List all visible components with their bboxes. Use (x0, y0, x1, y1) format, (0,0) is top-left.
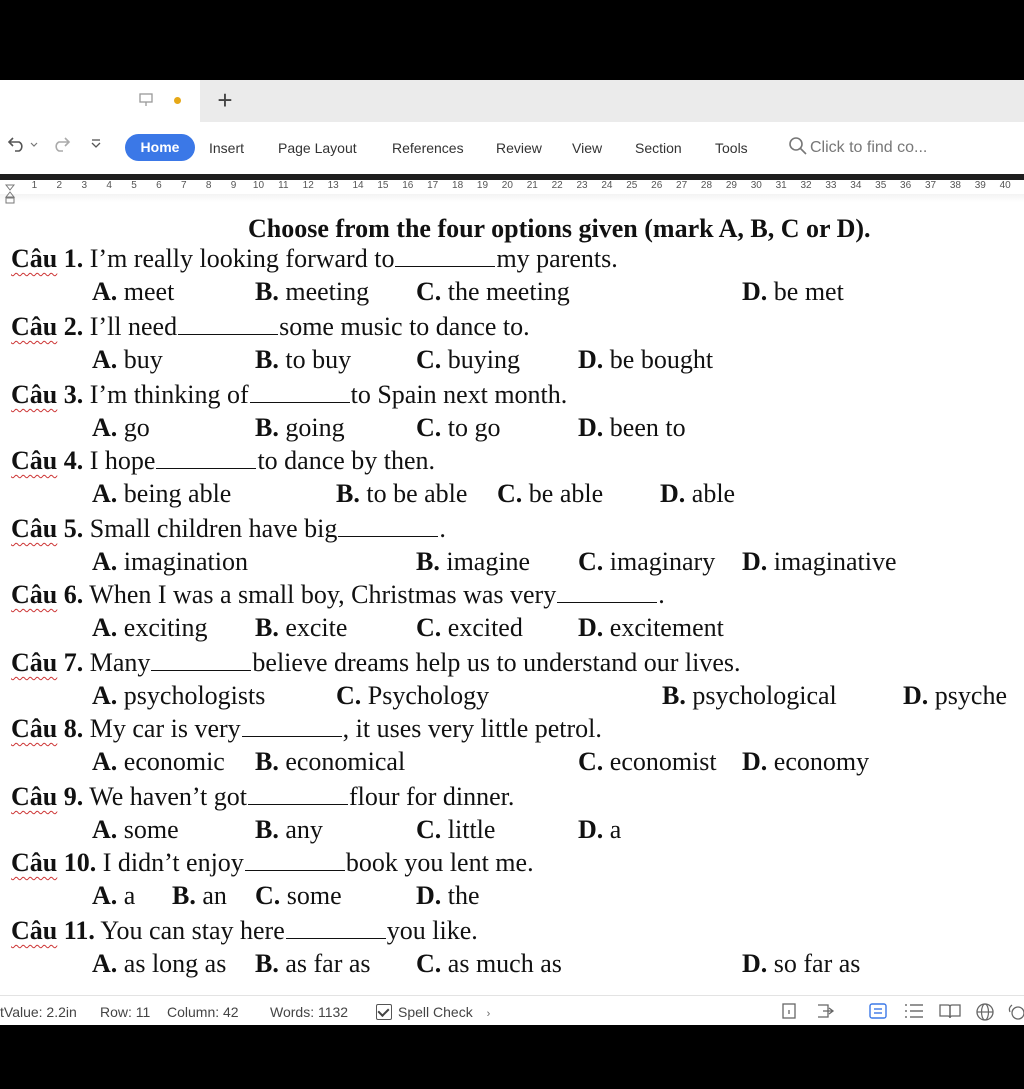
tab-page-layout[interactable]: Page Layout (278, 140, 357, 156)
outline-view-icon[interactable] (815, 1002, 835, 1020)
print-layout-icon[interactable] (868, 1002, 888, 1020)
question-text-before: When I was a small boy, Christmas was very (89, 580, 557, 609)
find-placeholder: Click to find co... (810, 139, 928, 156)
option-text: able (691, 479, 736, 508)
question-text-before: I’m really looking forward to (89, 244, 395, 273)
option-letter: C. (578, 747, 604, 776)
tab-strip (200, 80, 1024, 122)
option-item (172, 881, 227, 911)
option-item (92, 681, 265, 711)
question-label: Câu (11, 514, 58, 543)
ruler-number: 37 (924, 180, 937, 191)
option-text: exciting (123, 613, 208, 642)
spell-check-button[interactable] (376, 1004, 490, 1020)
option-letter: D. (578, 613, 604, 642)
ruler-number: 32 (800, 180, 812, 191)
option-item (497, 479, 603, 509)
document-page[interactable] (0, 200, 1024, 995)
ruler-number: 19 (476, 180, 489, 191)
option-item (416, 949, 562, 979)
question-label: Câu (11, 782, 58, 811)
option-letter: A. (92, 747, 118, 776)
option-text: meet (123, 277, 175, 306)
option-item (742, 547, 897, 577)
ruler-number: 28 (700, 180, 713, 191)
option-letter: A. (92, 277, 118, 306)
question-6 (11, 580, 665, 610)
page-view-icon[interactable] (780, 1002, 798, 1020)
ruler[interactable] (0, 180, 1024, 194)
question-3 (11, 380, 567, 410)
option-letter: B. (255, 413, 279, 442)
option-item (578, 547, 715, 577)
option-text: to buy (285, 345, 352, 374)
status-word-count[interactable]: Words: 1132 (270, 1004, 349, 1020)
option-text: be able (528, 479, 604, 508)
option-item (336, 479, 467, 509)
option-letter: B. (255, 949, 279, 978)
question-label: Câu (11, 380, 58, 409)
tab-section[interactable]: Section (635, 140, 682, 156)
word-processor-window (0, 80, 1024, 1025)
web-layout-icon[interactable] (975, 1002, 995, 1022)
unsaved-indicator-dot (174, 97, 181, 104)
option-item (416, 547, 530, 577)
ruler-number: 25 (626, 180, 638, 191)
question-text-after: some music to dance to. (279, 312, 530, 341)
option-letter: A. (92, 881, 118, 910)
new-tab-button[interactable]: + (217, 85, 233, 115)
ruler-number: 7 (181, 180, 187, 191)
question-number: 11. (63, 916, 95, 945)
option-letter: C. (578, 547, 604, 576)
option-letter: B. (336, 479, 360, 508)
option-item (742, 277, 844, 307)
option-item (578, 613, 724, 643)
option-item (255, 949, 371, 979)
option-item (92, 547, 248, 577)
answer-blank (245, 850, 345, 871)
option-letter: C. (416, 413, 442, 442)
option-text: some (286, 881, 342, 910)
ruler-number: 6 (156, 180, 162, 191)
question-text-after: . (658, 580, 665, 609)
question-label: Câu (11, 312, 58, 341)
option-text: imaginary (609, 547, 716, 576)
option-letter: B. (662, 681, 686, 710)
question-number: 8. (63, 714, 84, 743)
question-text-after: , it uses very little petrol. (342, 714, 602, 743)
ruler-number: 8 (205, 180, 212, 191)
question-number: 2. (63, 312, 84, 341)
option-item (92, 413, 150, 443)
option-text: some (123, 815, 179, 844)
option-item (742, 949, 860, 979)
ruler-number: 14 (352, 180, 364, 191)
option-text: been to (609, 413, 686, 442)
ruler-number: 38 (949, 180, 961, 191)
ruler-number: 36 (900, 180, 912, 191)
ruler-number: 2 (56, 180, 63, 191)
ruler-number: 24 (601, 180, 613, 191)
option-text: as far as (285, 949, 371, 978)
option-letter: D. (578, 815, 604, 844)
option-item (336, 681, 489, 711)
option-text: as much as (447, 949, 562, 978)
option-item (578, 815, 621, 845)
answer-blank (151, 650, 251, 671)
option-item (255, 747, 405, 777)
option-text: being able (123, 479, 232, 508)
option-item (92, 479, 231, 509)
ruler-number: 39 (974, 180, 986, 191)
option-item (742, 747, 869, 777)
answer-blank (178, 314, 278, 335)
question-text-before: Small children have big (89, 514, 338, 543)
option-text: a (123, 881, 136, 910)
answer-blank (557, 582, 657, 603)
tab-bar (0, 80, 1024, 122)
option-text: psychological (692, 681, 837, 710)
question-text-after: flour for dinner. (349, 782, 515, 811)
ruler-number: 34 (850, 180, 862, 191)
tab-view[interactable]: View (572, 140, 603, 156)
option-letter: B. (255, 747, 279, 776)
ruler-number: 3 (81, 180, 87, 191)
option-text: be bought (609, 345, 714, 374)
option-letter: D. (660, 479, 686, 508)
status-column[interactable]: Column: 42 (167, 1004, 239, 1020)
question-11 (11, 916, 478, 946)
option-letter: D. (742, 277, 768, 306)
question-text-before: I’ll need (89, 312, 178, 341)
ruler-number: 13 (327, 180, 339, 191)
option-text: economist (609, 747, 717, 776)
option-text: little (447, 815, 496, 844)
option-text: excitement (609, 613, 724, 642)
list-view-icon[interactable] (903, 1002, 925, 1020)
option-letter: C. (416, 949, 442, 978)
ruler-number: 26 (651, 180, 663, 191)
status-value[interactable]: tValue: 2.2in (0, 1004, 77, 1020)
tab-home[interactable]: Home (125, 134, 195, 161)
option-text: be met (773, 277, 844, 306)
option-letter: C. (416, 345, 442, 374)
question-number: 10. (63, 848, 97, 877)
option-text: any (285, 815, 323, 844)
undo-icon[interactable] (6, 136, 28, 152)
question-number: 1. (63, 244, 84, 273)
spell-check-label: Spell Check (398, 1004, 473, 1020)
option-item (255, 277, 369, 307)
undo-dropdown-icon[interactable] (30, 142, 38, 148)
option-letter: B. (255, 815, 279, 844)
redo-icon[interactable] (52, 136, 72, 152)
customize-toolbar-icon[interactable] (90, 138, 102, 150)
option-item (255, 345, 351, 375)
option-letter: A. (92, 681, 118, 710)
ruler-number: 31 (775, 180, 787, 191)
ruler-scale (22, 180, 1018, 191)
question-label: Câu (11, 648, 58, 677)
question-4 (11, 446, 435, 476)
option-text: excite (285, 613, 348, 642)
question-number: 7. (63, 648, 84, 677)
option-letter: B. (255, 613, 279, 642)
option-text: an (202, 881, 227, 910)
question-text-after: book you lent me. (345, 848, 534, 877)
option-text: buy (123, 345, 163, 374)
option-item (92, 881, 135, 911)
option-item (416, 815, 495, 845)
option-text: imagination (123, 547, 248, 576)
option-text: meeting (285, 277, 370, 306)
question-5 (11, 514, 446, 544)
question-text-before: I didn’t enjoy (102, 848, 244, 877)
option-letter: D. (903, 681, 929, 710)
find-box[interactable] (788, 136, 927, 157)
option-text: the meeting (447, 277, 570, 306)
ruler-number: 21 (526, 180, 538, 191)
option-letter: D. (416, 881, 442, 910)
option-item (578, 413, 686, 443)
option-letter: B. (255, 277, 279, 306)
option-letter: A. (92, 479, 118, 508)
question-text-after: . (439, 514, 446, 543)
search-icon (788, 136, 808, 156)
question-number: 5. (63, 514, 84, 543)
ruler-number: 23 (576, 180, 588, 191)
ruler-number: 16 (402, 180, 414, 191)
answer-blank (248, 784, 348, 805)
option-text: economic (123, 747, 225, 776)
ruler-number: 29 (725, 180, 737, 191)
tab-review[interactable]: Review (496, 140, 542, 156)
option-letter: B. (255, 345, 279, 374)
option-letter: A. (92, 613, 118, 642)
answer-blank (250, 382, 350, 403)
question-10 (11, 848, 534, 878)
presentation-icon[interactable] (139, 93, 153, 107)
option-text: to be able (366, 479, 468, 508)
option-item (255, 413, 345, 443)
ruler-number: 1 (31, 180, 38, 191)
option-item (416, 881, 480, 911)
status-row[interactable]: Row: 11 (100, 1004, 151, 1020)
question-label: Câu (11, 714, 58, 743)
ruler-number: 5 (131, 180, 137, 191)
option-item (660, 479, 735, 509)
option-letter: B. (416, 547, 440, 576)
ruler-number: 11 (278, 180, 289, 191)
option-text: economical (285, 747, 406, 776)
option-text: the (447, 881, 480, 910)
option-item (255, 613, 347, 643)
option-letter: A. (92, 547, 118, 576)
ruler-number: 17 (427, 180, 439, 191)
option-text: buying (447, 345, 521, 374)
question-text-before: I hope (89, 446, 156, 475)
option-text: as long as (123, 949, 227, 978)
option-item (578, 747, 717, 777)
option-text: excited (447, 613, 523, 642)
answer-blank (338, 516, 438, 537)
question-text-after: my parents. (496, 244, 618, 273)
option-item (92, 277, 174, 307)
question-text-after: to Spain next month. (350, 380, 568, 409)
ruler-number: 9 (230, 180, 237, 191)
answer-blank (156, 448, 256, 469)
menu-bar (0, 122, 1024, 174)
question-label: Câu (11, 916, 58, 945)
chevron-right-icon: › (486, 1008, 491, 1020)
question-label: Câu (11, 580, 58, 609)
option-item (416, 413, 501, 443)
ruler-number: 22 (551, 180, 563, 191)
question-label: Câu (11, 446, 58, 475)
option-letter: C. (416, 815, 442, 844)
option-item (903, 681, 1007, 711)
option-text: going (285, 413, 345, 442)
option-item (578, 345, 713, 375)
eye-protection-icon[interactable] (1006, 1002, 1024, 1022)
option-letter: C. (336, 681, 362, 710)
question-label: Câu (11, 848, 58, 877)
option-letter: B. (172, 881, 196, 910)
question-text-after: believe dreams help us to understand our lives. (252, 648, 741, 677)
question-text-before: You can stay here (100, 916, 285, 945)
option-text: imagine (446, 547, 531, 576)
option-item (416, 277, 570, 307)
option-letter: A. (92, 345, 118, 374)
ruler-number: 30 (750, 180, 762, 191)
question-number: 3. (63, 380, 84, 409)
option-text: to go (447, 413, 501, 442)
reading-mode-icon[interactable] (938, 1002, 962, 1020)
option-letter: D. (742, 547, 768, 576)
ruler-number: 18 (452, 180, 464, 191)
answer-blank (286, 918, 386, 939)
option-letter: C. (416, 613, 442, 642)
option-letter: D. (742, 949, 768, 978)
question-label: Câu (11, 244, 58, 273)
option-item (92, 747, 225, 777)
ruler-number: 35 (875, 180, 887, 191)
option-text: Psychology (367, 681, 490, 710)
ruler-number: 40 (999, 180, 1011, 191)
question-text-before: My car is very (89, 714, 241, 743)
ruler-number: 33 (825, 180, 837, 191)
question-1 (11, 244, 618, 274)
status-bar (0, 995, 1024, 1025)
ruler-number: 10 (252, 180, 265, 191)
option-item (92, 949, 226, 979)
option-letter: C. (255, 881, 281, 910)
option-letter: A. (92, 949, 118, 978)
option-letter: A. (92, 815, 118, 844)
question-9 (11, 782, 514, 812)
tab-insert[interactable]: Insert (209, 140, 245, 156)
question-text-before: I’m thinking of (89, 380, 249, 409)
option-text: so far as (773, 949, 861, 978)
spell-check-icon (376, 1004, 392, 1020)
tab-references[interactable]: References (392, 140, 464, 156)
option-letter: D. (742, 747, 768, 776)
question-number: 6. (63, 580, 84, 609)
option-item (416, 613, 523, 643)
option-item (92, 345, 163, 375)
instruction-heading: Choose from the four options given (mark A, B, C or D). (248, 214, 871, 243)
question-number: 9. (63, 782, 84, 811)
question-2 (11, 312, 530, 342)
option-text: go (123, 413, 150, 442)
answer-blank (395, 246, 495, 267)
option-text: psychologists (123, 681, 266, 710)
question-number: 4. (63, 446, 84, 475)
option-letter: D. (578, 345, 604, 374)
option-item (416, 345, 520, 375)
option-text: psyche (934, 681, 1007, 710)
question-text-before: Many (89, 648, 151, 677)
option-text: economy (773, 747, 870, 776)
ruler-number: 27 (676, 180, 688, 191)
option-item (255, 815, 323, 845)
question-8 (11, 714, 602, 744)
option-letter: C. (416, 277, 442, 306)
option-item (255, 881, 342, 911)
ruler-number: 15 (377, 180, 389, 191)
question-text-after: to dance by then. (257, 446, 436, 475)
option-letter: D. (578, 413, 604, 442)
option-letter: C. (497, 479, 523, 508)
option-item (92, 815, 179, 845)
option-item (92, 613, 208, 643)
answer-blank (242, 716, 342, 737)
question-7 (11, 648, 741, 678)
option-letter: A. (92, 413, 118, 442)
tab-tools[interactable]: Tools (715, 140, 748, 156)
ruler-number: 12 (302, 180, 314, 191)
option-text: a (609, 815, 622, 844)
option-text: imaginative (773, 547, 897, 576)
question-text-before: We haven’t got (89, 782, 247, 811)
ruler-number: 4 (106, 180, 112, 191)
option-item (662, 681, 837, 711)
ruler-number: 20 (501, 180, 513, 191)
question-text-after: you like. (386, 916, 478, 945)
